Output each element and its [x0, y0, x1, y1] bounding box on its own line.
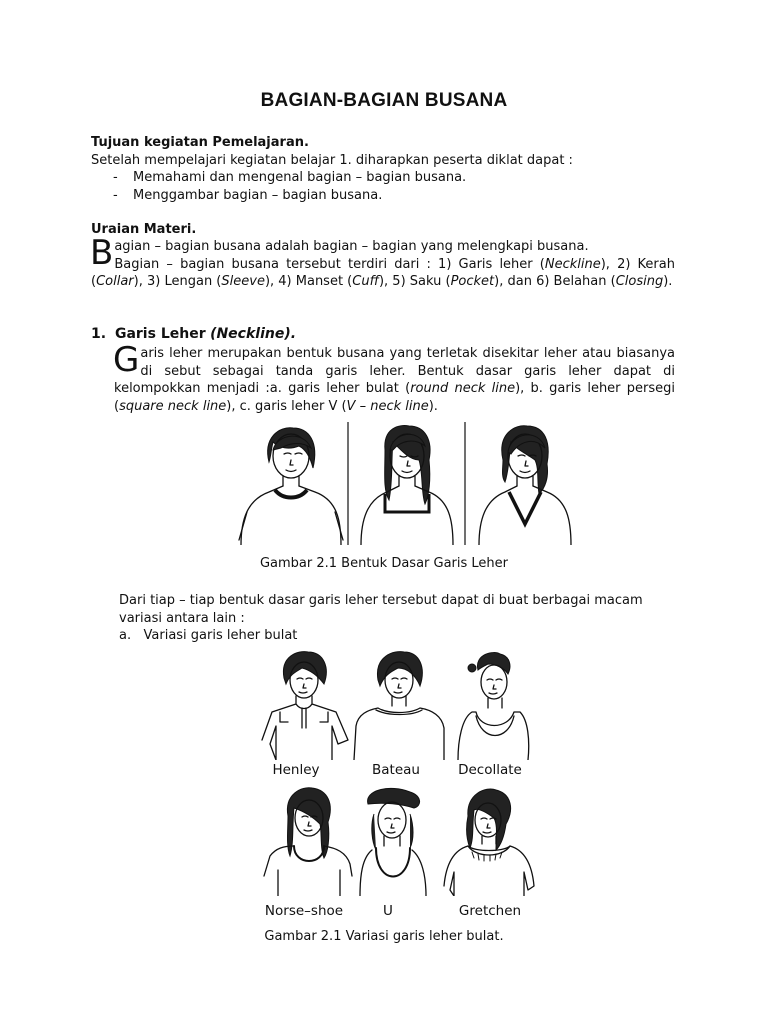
round-neckline-illustration — [239, 428, 343, 545]
square-neckline-illustration — [361, 426, 453, 545]
figure-1-caption: Gambar 2.1 Bentuk Dasar Garis Leher — [259, 556, 509, 571]
label-bateau: Bateau — [372, 762, 420, 778]
objectives-heading: Tujuan kegiatan Pemelajaran. — [91, 135, 309, 150]
u-neckline-illustration — [360, 788, 426, 896]
v-neckline-illustration — [479, 426, 571, 545]
label-gretchen: Gretchen — [458, 903, 522, 919]
gretchen-illustration — [444, 789, 534, 896]
round-variation-figure-row-1 — [258, 650, 533, 760]
material-heading: Uraian Materi. — [91, 222, 197, 237]
drop-cap: G — [113, 340, 140, 380]
round-variation-figure-row-2 — [254, 786, 538, 896]
label-decollate: Decollate — [458, 762, 522, 778]
label-u: U — [383, 903, 393, 919]
label-henley: Henley — [272, 762, 320, 778]
bateau-illustration — [354, 652, 444, 760]
objective-item-text: Menggambar bagian – bagian busana. — [133, 187, 383, 203]
objective-item-text: Memahami dan mengenal bagian – bagian busana. — [133, 170, 467, 185]
page-title: BAGIAN-BAGIAN BUSANA — [260, 90, 508, 111]
material-line-1: agian – bagian busana adalah bagian – bagian yang melengkapi busana. — [114, 239, 589, 254]
drop-cap: B — [90, 233, 114, 273]
variation-paragraph: Dari tiap – tiap bentuk dasar garis leher tersebut dapat di buat berbagai macam variasi antara lain : a. Variasi garis leher bulat — [119, 593, 643, 643]
basic-neckline-figure — [233, 420, 583, 545]
section-1-heading: 1. Garis Leher (Neckline). — [91, 326, 297, 342]
objective-item: - Memahami dan mengenal bagian – bagian busana. — [113, 170, 467, 185]
material-paragraph: B agian – bagian busana adalah bagian – bagian yang melengkapi busana. Bagian – bagian busana tersebut terdiri dari : 1) Garis leher (Neckline), 2) Kerah (Collar), 3) Lengan (Sleeve), 4) Manset (Cuff), 5) Saku (Pocket), dan 6) Belahan (Closing). — [90, 233, 675, 289]
norse-shoe-illustration — [264, 788, 352, 896]
objectives-intro: Setelah mempelajari kegiatan belajar 1. diharapkan peserta diklat dapat : — [91, 152, 573, 168]
figure-2-caption: Gambar 2.1 Variasi garis leher bulat. — [264, 929, 504, 944]
objectives-section — [91, 134, 675, 204]
decollate-illustration — [458, 653, 529, 760]
label-norse-shoe: Norse–shoe — [264, 903, 344, 919]
henley-illustration — [262, 652, 348, 760]
objective-item: - Menggambar bagian – bagian busana. — [113, 187, 383, 203]
section-1-paragraph: G aris leher merupakan bentuk busana yang terletak disekitar leher atau biasanya di sebut sebagai tanda garis leher. Bentuk dasar garis leher dapat di kelompokkan menjadi :a. garis leher bulat (round neck line), b. garis leher persegi (square neck line), c. garis leher V (V – neck line). — [113, 340, 675, 414]
